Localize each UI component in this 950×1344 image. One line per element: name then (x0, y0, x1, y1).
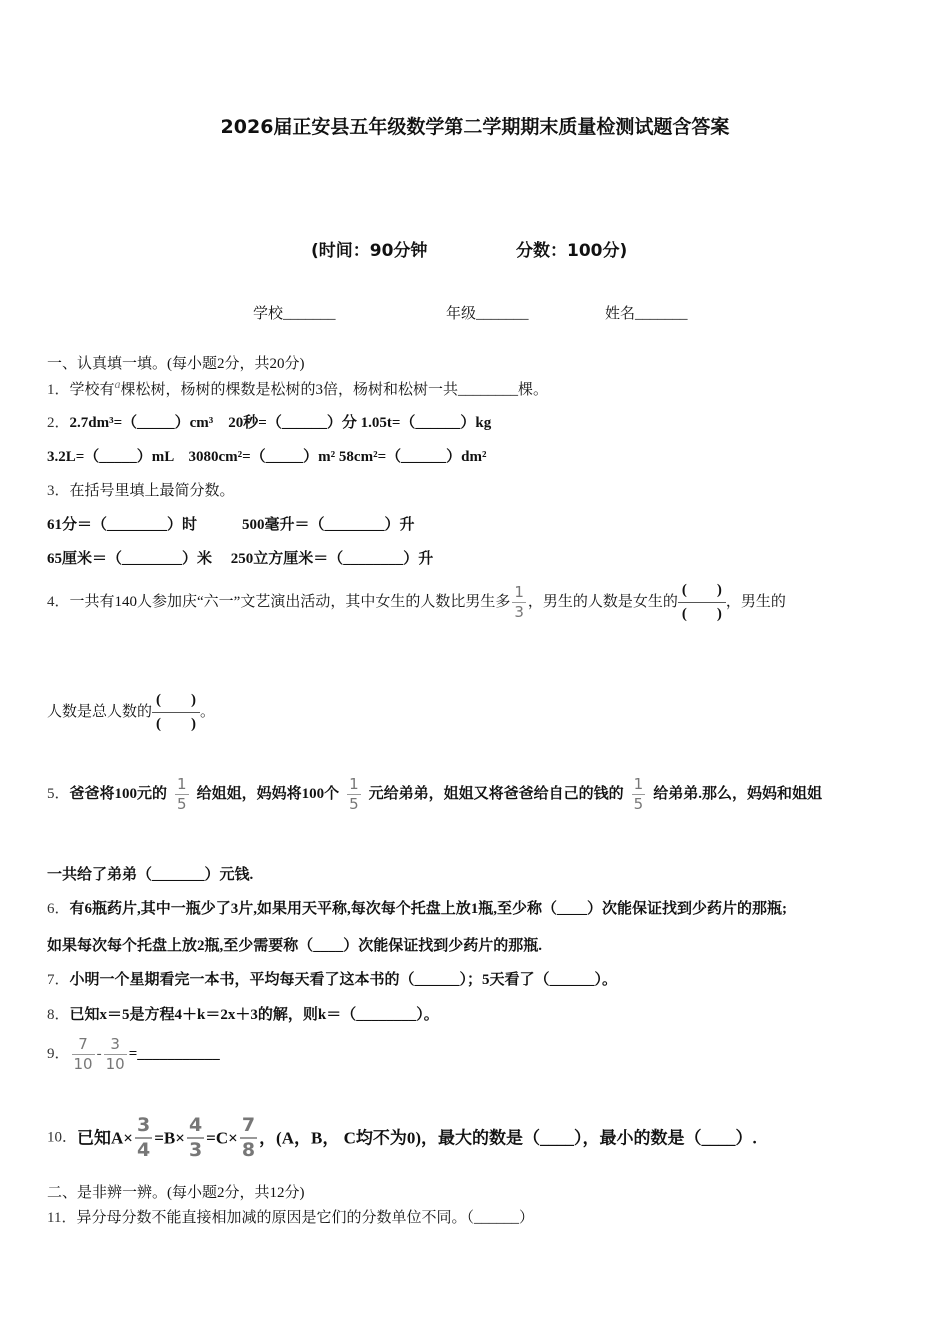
question-2-line-2: 3.2L=（_____）mL 3080cm²=（_____）m² 58cm²=（______）dm² (47, 449, 487, 465)
question-6-line-2: 如果每次每个托盘上放2瓶,至少需要称（____）次能保证找到少药片的那瓶. (47, 938, 543, 954)
fraction-one-fifth: $\frac{1}{5}$ (177, 775, 187, 813)
question-6-line-1: 6．有6瓶药片,其中一瓶少了3片,如果用天平称,每次每个托盘上放1瓶,至少称（____）次能保证找到少药片的那瓶; (47, 901, 788, 917)
question-3-line-2: 65厘米＝（________）米 250立方厘米＝（________）升 (47, 551, 434, 567)
exam-score: 分数：100分) (516, 241, 628, 261)
fraction-three-quarters: $\frac{3}{4}$ (136, 1114, 151, 1161)
fraction-one-fifth: $\frac{1}{5}$ (349, 775, 359, 813)
name-field: 姓名_______ (605, 306, 688, 322)
question-4-line-2: 人数是总人数的 ( ) ( ) 。 (47, 692, 216, 732)
fraction-seven-eighths: $\frac{7}{8}$ (241, 1114, 256, 1161)
exam-time: (时间：90分钟 (311, 241, 428, 261)
question-2-line-1: 2．2.7dm³=（_____）cm³ 20秒=（______）分 1.05t=（______）kg (47, 415, 492, 431)
question-5-line-2: 一共给了弟弟（_______）元钱. (47, 867, 254, 883)
question-9: 9． $\frac{7}{10}$ - $\frac{3}{10}$ =___________ (47, 1035, 220, 1073)
fraction-one-fifth: $\frac{1}{5}$ (633, 775, 644, 813)
question-11: 11．异分母分数不能直接相加减的原因是它们的分数单位不同。（______） (47, 1210, 534, 1226)
school-field: 学校_______ (253, 306, 336, 322)
question-5-line-1: 5．爸爸将100元的 $\frac{1}{5}$ 给姐姐，妈妈将100个 $\frac{1}{5}$ 元给弟弟，姐姐又将爸爸给自己的钱的 $\frac{1}{5}$ 给弟弟.那么，妈妈和姐姐 (47, 775, 822, 813)
blank-fraction: ( ) ( ) (152, 693, 200, 732)
document-title: 2026届正安县五年级数学第二学期期末质量检测试题含答案 (220, 116, 730, 138)
section-2-heading: 二、是非辨一辨。(每小题2分，共12分) (47, 1185, 305, 1201)
section-1-heading: 一、认真填一填。(每小题2分，共20分) (47, 356, 305, 372)
fraction-three-tenths: $\frac{3}{10}$ (105, 1035, 125, 1073)
question-8: 8．已知x＝5是方程4＋k＝2x＋3的解，则k＝（________）。 (47, 1007, 439, 1023)
blank-fraction: ( ) ( ) (678, 583, 726, 622)
question-7: 7．小明一个星期看完一本书，平均每天看了这本书的（______）；5天看了（______）。 (47, 972, 618, 988)
question-3: 3．在括号里填上最简分数。 (47, 483, 235, 499)
question-1: 1．学校有$^a$棵松树，杨树的棵数是松树的3倍，杨树和松树一共________棵。 (47, 377, 549, 398)
fraction-one-third: $\frac{1}{3}$ (514, 583, 524, 621)
question-10: 10．已知A× $\frac{3}{4}$ =B× $\frac{4}{3}$ =C× $\frac{7}{8}$ ，(A，B， C均不为0)，最大的数是（____），最小的数是（____）. (47, 1114, 757, 1161)
question-3-line-1: 61分＝（________）时 500毫升＝（________）升 (47, 517, 415, 533)
fraction-four-thirds: $\frac{4}{3}$ (188, 1114, 203, 1161)
question-4-line-1: 4．一共有140人参加庆“六一”文艺演出活动，其中女生的人数比男生多 $\frac{1}{3}$ ，男生的人数是女生的 ( ) ( ) ，男生的 (47, 582, 786, 622)
fraction-seven-tenths: $\frac{7}{10}$ (73, 1035, 93, 1073)
grade-field: 年级_______ (446, 306, 529, 322)
